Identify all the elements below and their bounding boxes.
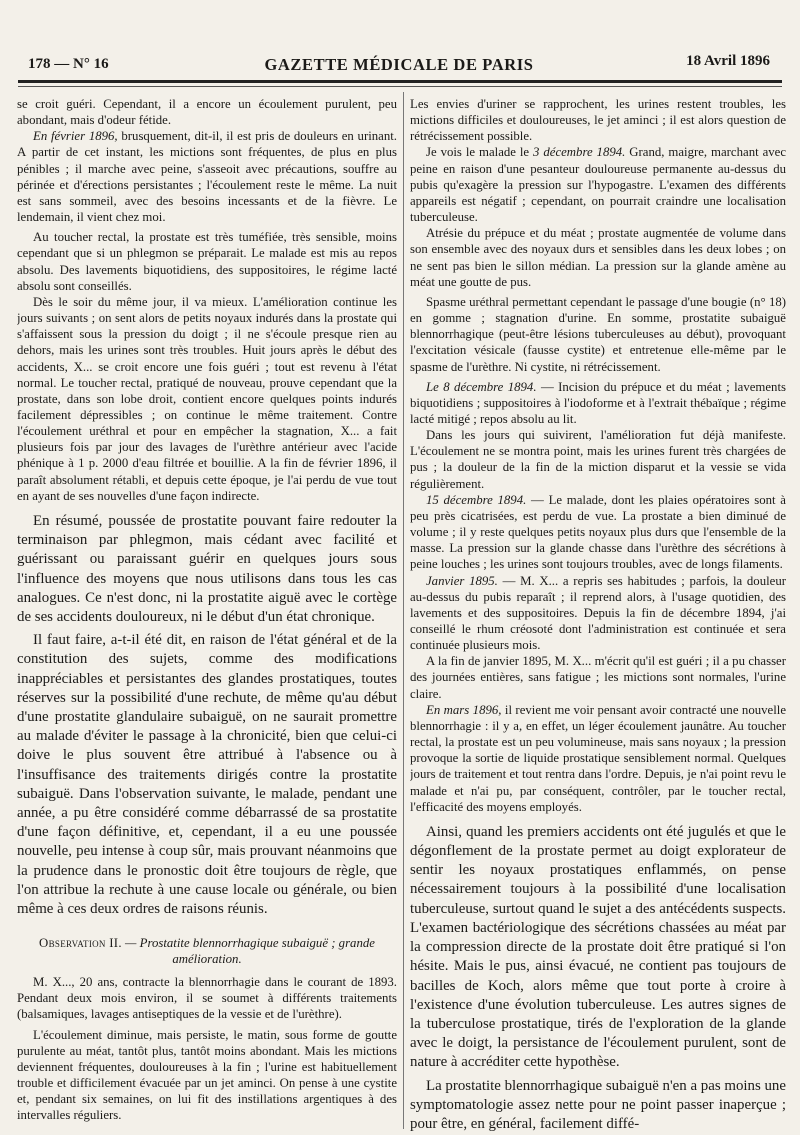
paragraph: La prostatite blennorrhagique subaiguë n'en a pas moins une symptomatologie assez nette pour ne point passer inaperçue ; pour être, en général, facilement diffé- — [410, 1077, 786, 1132]
paragraph: Janvier 1895. — M. X... a repris ses habitudes ; parfois, la douleur au-dessus du pubis reparaît ; il reprend alors, à l'usage quotidien, des lavements et des suppositoires. Depuis la fin de décembre 1894, j'ai conseillé le rhum créosoté dont l'administration est continuée et sera continuée plusieurs mois. — [410, 573, 786, 653]
paragraph: Ainsi, quand les premiers accidents ont été jugulés et que le dégonflement de la prostate permet au doigt explorateur de sentir les noyaux prostatiques enflammés, on pense nécessairement toujours à la possibilité d'une localisation tuberculeuse, surtout quand le sujet a des antécédents suspects. L'examen bactériologique des sécrétions chassées au méat par la compression directe de la prostate doit être pratiqué si l'on hésite. Mais le pus, ainsi évacué, ne contient pas toujours de bacilles de Koch, alors même que tout porte à croire à l'existence d'une évolution tuberculeuse. Les autres signes de la tuberculose prostatique, tirés de l'exploration de la glande avec le doigt, la persistance de l'écoulement purulent, sont de nature à accréditer cette hypothèse. — [410, 823, 786, 1071]
journal-title: GAZETTE MÉDICALE DE PARIS — [264, 55, 534, 74]
observation-label: Observation II. — [39, 936, 122, 951]
paragraph: Les envies d'uriner se rapprochent, les urines restent troubles, les mictions difficiles et douloureuses, le jet aminci ; il est alors question de rétrécissement possible. — [410, 97, 786, 144]
date-heading: 15 décembre 1894. — [426, 492, 527, 507]
paragraph: se croit guéri. Cependant, il a encore un écoulement purulent, peu abondant, mais d'odeur fétide. — [17, 97, 397, 128]
column-divider — [403, 92, 404, 1129]
paragraph: En résumé, poussée de prostatite pouvant faire redouter la terminaison par phlegmon, mais cédant avec facilité et guérissant ou paraissant guérir en quelques jours sous l'influence des moyens que nous utilisons dans tous les cas analogues. Ce n'est donc, ni la prostatite aiguë avec le cortège de ses accidents douloureux, ni le début d'un état chronique. — [17, 512, 397, 625]
header-rule — [18, 80, 782, 83]
date-heading: En mars 1896, — [426, 702, 502, 717]
paragraph: Au toucher rectal, la prostate est très tuméfiée, très sensible, moins cependant que si un phlegmon se préparait. Le malade est mis au repos absolu. Des lavements biquotidiens, des suppositoires, le régime lacté absolu sont conseillés. — [17, 230, 397, 293]
paragraph: Il faut faire, a-t-il été dit, en raison de l'état général et de la constitution des sujets, comme des modifications inappréciables et persistantes des glandes prostatiques, toutes réserves sur la possibilité d'une rechute, de même qu'au début d'une prostatite glandulaire subaiguë, on ne saurait promettre au malade d'éviter le passage à la chronicité, bien que celui-ci doive le plus souvent être attribué à l'absence ou à l'insuffisance des traitements dirigés contre la prostatite subaiguë. Dans l'observation suivante, le malade, pendant une année, a pu être considéré comme débarrassé de sa prostatite d'une façon définitive, et, cependant, il a eu une poussée nouvelle, peu intense à coup sûr, mais prouvant néanmoins que la prudence dans le pronostic doit être toujours de règle, que l'on attribue la rechute à une cause locale ou générale, ou bien même à ces deux ordres de raisons réunis. — [17, 632, 397, 917]
right-column — [410, 96, 786, 1132]
paragraph: 15 décembre 1894. — Le malade, dont les plaies opératoires sont à peu près cicatrisées, est perdu de vue. La prostate a bien diminué de volume ; il y reste quelques petits noyaux plus durs que l'ensemble de la masse. La pression sur la glande chasse dans l'urèthre des sécrétions à peine louches ; les urines sont toujours troubles, avec de longs filaments. — [410, 492, 786, 572]
observation-title: — Prostatite blennorrhagique subaiguë ; grande amélioration. — [121, 936, 375, 967]
left-column — [17, 96, 397, 1132]
paragraph: M. X..., 20 ans, contracte la blennorrhagie dans le courant de 1893. Pendant deux mois environ, il se soumet à différents traitements (balsamiques, lavages antiseptiques de la vessie et de l'urèthre). — [17, 975, 397, 1022]
paragraph: Atrésie du prépuce et du méat ; prostate augmentée de volume dans son ensemble avec des noyaux durs et sensibles dans les deux lobes ; on ne sent pas bien le sillon médian. La pression sur la glande amène au méat une goutte de pus. — [410, 226, 786, 289]
date-heading: En février 1896, — [33, 129, 118, 144]
paragraph: Le 8 décembre 1894. — Incision du prépuce et du méat ; lavements biquotidiens ; suppositoires à l'iodoforme et à l'extrait thébaïque ; régime lacté mitigé ; repos absolu au lit. — [410, 379, 786, 426]
date-heading: Le 8 décembre 1894. — [426, 379, 537, 394]
paragraph: Spasme uréthral permettant cependant le passage d'une bougie (n° 18) en gomme ; stagnation d'urine. En somme, prostatite subaiguë blennorrhagique (peut-être lésions tuberculeuses au début), provoquant l'excitation vésicale (fausse cystite) et entretenue elle-même par le spasme de l'urèthre. Ni cystite, ni rétrécissement. — [410, 294, 786, 374]
paragraph: Dans les jours qui suivirent, l'amélioration fut déjà manifeste. L'écoulement ne se montra point, mais les urines furent très chargées de pus ; la douleur de la fin de la miction disparut et la vessie se vida régulièrement. — [410, 428, 786, 491]
date-heading: 3 décembre 1894. — [533, 145, 626, 160]
paragraph: Je vois le malade le 3 décembre 1894. Grand, maigre, marchant avec peine en raison d'une pesanteur douloureuse permanente au-dessus du pubis qu'exagère la pression sur l'hypogastre. L'examen des différents appareils est négatif ; cependant, on pourrait craindre une localisation tuberculeuse. — [410, 145, 786, 225]
paragraph: L'écoulement diminue, mais persiste, le matin, sous forme de goutte purulente au méat, tantôt plus, tantôt moins abondant. Mais les mictions deviennent fréquentes, douloureuses à la fin ; l'urine est habituellement trouble et difficilement évacuée par un jet aminci. On pense à une cystite et, pendant six semaines, on lui fit des instillations argentiques à des intervalles réguliers. — [17, 1027, 397, 1123]
page-header — [28, 52, 770, 74]
issue-date: 18 Avril 1896 — [686, 53, 770, 69]
paragraph: En février 1896, brusquement, dit-il, il est pris de douleurs en urinant. A partir de cet instant, les mictions sont fréquentes, de plus en plus pénibles ; il marche avec peine, s'asseoit avec précautions, souffre au périnée et d'érections persistantes ; l'écoulement reste le même. La nuit est sans sommeil, avec des besoins incessants et de la fièvre. Le lendemain, il vient chez moi. — [17, 129, 397, 225]
header-rule-thin — [18, 86, 782, 87]
observation-heading — [17, 935, 397, 967]
paragraph: Dès le soir du même jour, il va mieux. L'amélioration continue les jours suivants ; on sent alors de petits noyaux indurés dans la prostate qui s'affaissent sous la pression du doigt ; il ne s'écoule presque rien au dehors, mais les urines sont très troubles. Huit jours après le début des accidents, X... se croit encore une fois guéri ; tout est revenu à l'état normal. Le toucher rectal, pratiqué de nouveau, prouve cependant que la prostate, dans son lobe droit, contient encore quelques points indurés facilement dépressibles ; on continue le même traitement. Contre l'écoulement uréthral et pour en empêcher la stagnation, X... a fait plusieurs fois par jour des lavages de l'urèthre antérieur avec l'acide phénique à 1 p. 2000 d'eau filtrée et bouillie. A la fin de février 1896, il paraît absolument rétabli, et depuis cette époque, je l'ai perdu de vue tout en ayant de ses nouvelles d'une façon indirecte. — [17, 294, 397, 503]
date-heading: Janvier 1895. — [426, 573, 498, 588]
paragraph: En mars 1896, il revient me voir pensant avoir contracté une nouvelle blennorrhagie : il y a, en effet, un léger écoulement jaunâtre. Au toucher rectal, la prostate est un peu volumineuse, mais sans noyaux ; la pression provoque la sortie de liquide prostatique sensiblement normal. Quelques jours de traitement et tout rentra dans l'ordre. Depuis, je n'ai point revu le malade et n'ai pu, par conséquent, contrôler, par le toucher rectal, l'efficacité des moyens employés. — [410, 702, 786, 814]
page-number: 178 — N° 16 — [28, 56, 109, 72]
paragraph: A la fin de janvier 1895, M. X... m'écrit qu'il est guéri ; il a pu chasser des journées entières, sans fatigue ; les mictions sont normales, l'urine claire. — [410, 654, 786, 701]
